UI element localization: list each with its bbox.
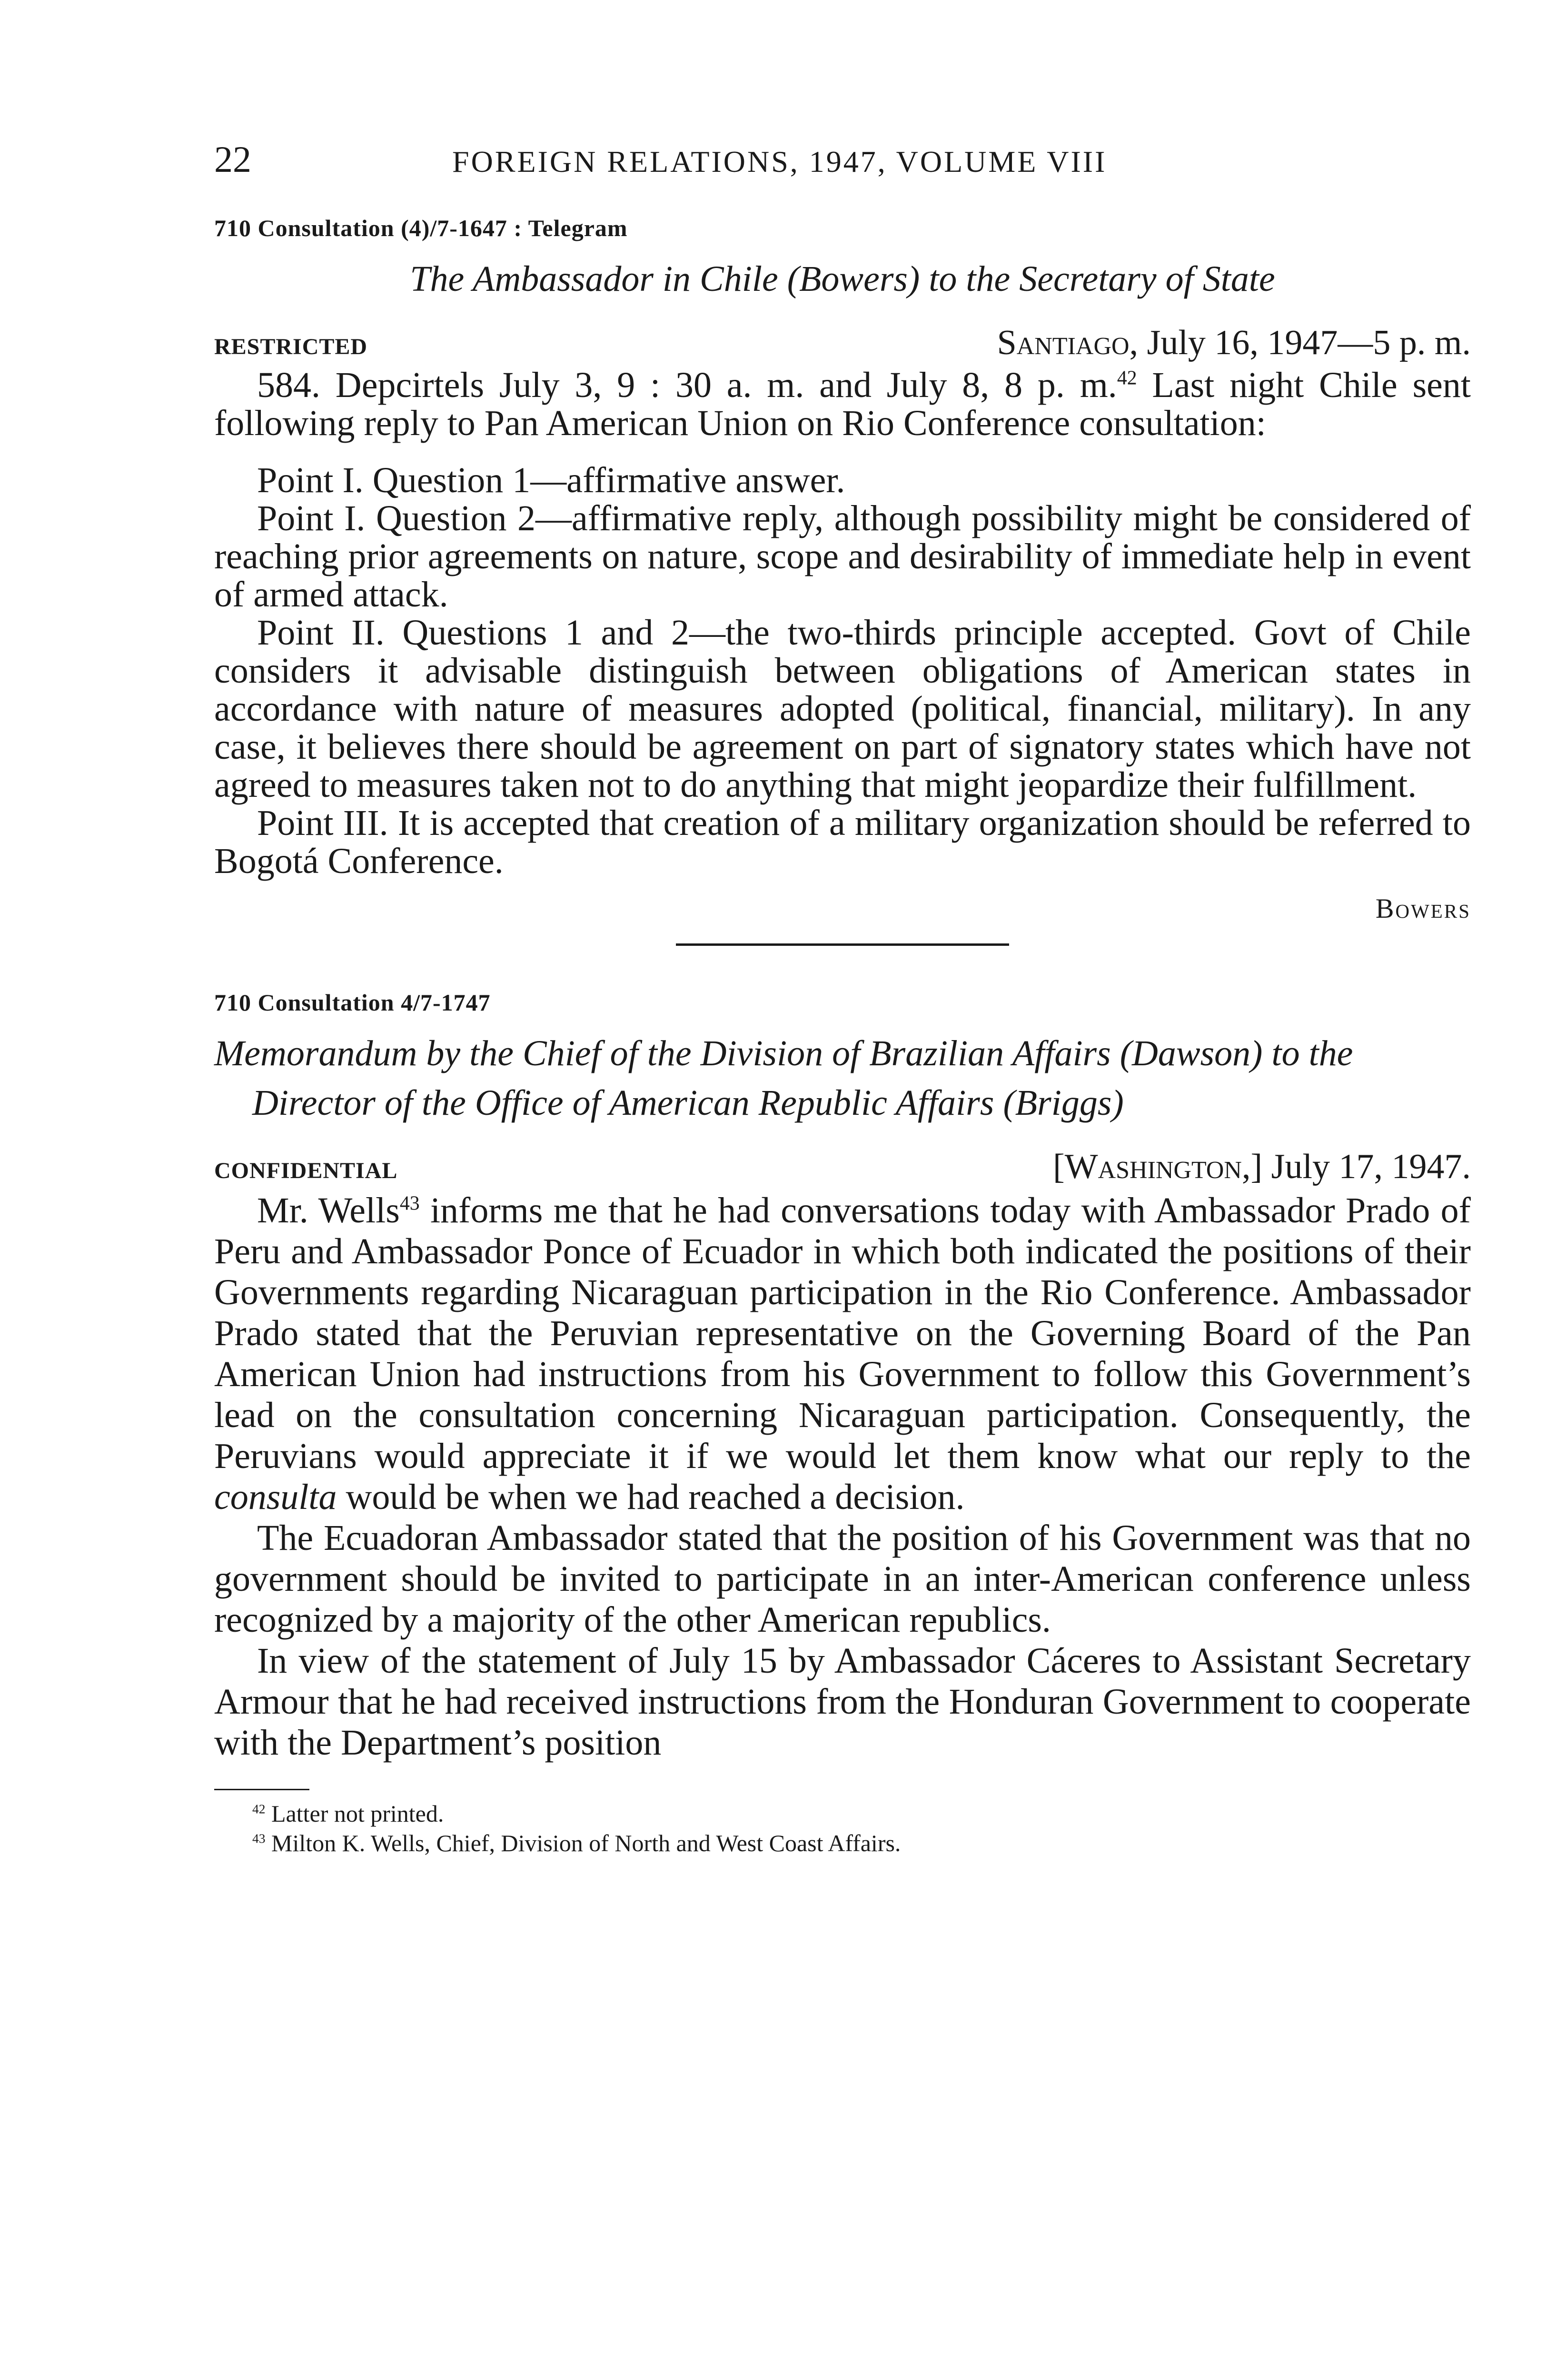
place-name: [Washington,] [1053, 1147, 1263, 1186]
spacer [214, 442, 1471, 461]
footnote [214, 1828, 1471, 1858]
footnote-text: Latter not printed. [271, 1800, 444, 1827]
footnote-ref: 43 [399, 1192, 420, 1215]
paragraph: Point I. Question 2—affirmative reply, although possibility might be considered of reaching prior agreements on nature, scope and desirability of immediate help in event of armed attack. [214, 498, 1471, 615]
footnote-mark: 43 [252, 1831, 266, 1846]
dateline [214, 1147, 1471, 1187]
paragraph: Mr. Wells$^{43}$ informs me that he had conversations today with Ambassador Prado of Peru and Ambassador Ponce of Ecuador in which both indicated the positions of their Governments regarding Nicaraguan participation in the Rio Conference. Ambassador Prado stated that the Peruvian representative on the Governing Board of the Pan American Union had instructions from his Government to follow this Government’s lead on the consultation concerning Nicaraguan participation. Consequently, the Peruvians would appreciate it if we would let them know what our reply to the consulta would be when we had reached a decision. [214, 1190, 1471, 1517]
classification-label: CONFIDENTIAL [214, 1158, 398, 1183]
footnote-text: Milton K. Wells, Chief, Division of North and West Coast Affairs. [271, 1830, 901, 1856]
running-title: FOREIGN RELATIONS, 1947, VOLUME VIII [452, 145, 1107, 178]
paragraph: Point I. Question 1—affirmative answer. [257, 460, 845, 500]
footnote-mark: 42 [252, 1801, 266, 1816]
place-name: Santiago, [997, 323, 1139, 362]
file-reference: 710 Consultation 4/7-1747 [214, 989, 491, 1016]
document-title: Memorandum by the Chief of the Division of Brazilian Affairs (Dawson) to the Director of the Office of American Republic Affairs (Briggs) [214, 1033, 1353, 1123]
paragraph: The Ecuadoran Ambassador stated that the position of his Government was that no government should be invited to participate in an inter-American conference unless recognized by a majority of the other American republics. [214, 1518, 1471, 1640]
paragraph: 584. Depcirtels July 3, 9 : 30 a. m. and July 8, 8 p. m.$^{42}$ Last night Chile sent following reply to Pan American Union on Rio Conference consultation: [214, 365, 1471, 443]
footnote [214, 1799, 1471, 1828]
paragraph: Point II. Questions 1 and 2—the two-thirds principle accepted. Govt of Chile considers it advisable distinguish between obligations of American states in accordance with nature of measures adopted (political, financial, military). In any case, it believes there should be agreement on part of signatory states which have not agreed to measures taken not to do anything that might jeopardize their fulfillment. [214, 613, 1471, 805]
paragraph: Point III. It is accepted that creation of a military organization should be referred to Bogotá Conference. [214, 803, 1471, 881]
file-reference: 710 Consultation (4)/7-1647 : Telegram [214, 215, 628, 241]
place-date [1053, 1147, 1471, 1187]
section-divider [676, 943, 1009, 946]
classification-label: RESTRICTED [214, 334, 368, 359]
telegram-section [214, 214, 1471, 924]
place-date [997, 323, 1471, 363]
footnotes [214, 1799, 1471, 1858]
memorandum-section [214, 989, 1471, 1763]
dateline [214, 323, 1471, 363]
footnote-rule [214, 1789, 309, 1790]
paragraph: In view of the statement of July 15 by Ambassador Cáceres to Assistant Secretary Armour that he had received instructions from the Honduran Government to cooperate with the Department’s position [214, 1641, 1471, 1763]
page-number: 22 [214, 139, 251, 180]
footnote-ref: 42 [1117, 367, 1137, 389]
running-header [214, 138, 1471, 181]
date-text: July 17, 1947. [1271, 1147, 1471, 1186]
document-page [214, 138, 1471, 1858]
signature: Bowers [1375, 893, 1471, 924]
date-text: July 16, 1947—5 p. m. [1147, 323, 1471, 362]
document-title: The Ambassador in Chile (Bowers) to the Secretary of State [410, 259, 1275, 299]
